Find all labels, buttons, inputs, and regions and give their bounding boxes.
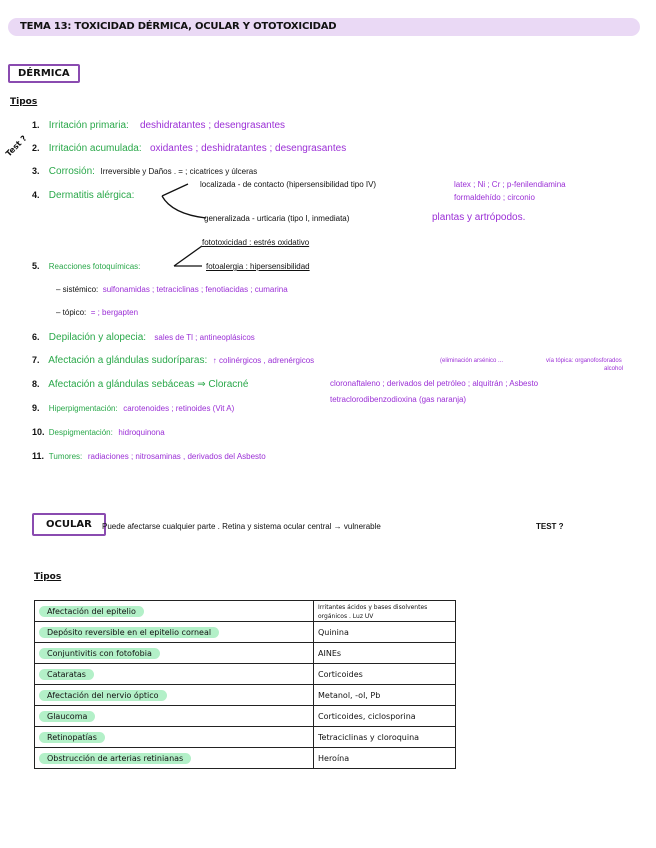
dermica-item-2: 2. Irritación acumulada: oxidantes ; deshidratantes ; desengrasantes [32, 143, 347, 154]
dermica-item-8-text-2: tetraclorodibenzodioxina (gas naranja) [330, 395, 467, 404]
dermica-item-4-branch-a-purple2: formaldehído ; circonio [454, 193, 535, 202]
table-cell-effect: Afectación del epitelio [39, 606, 144, 617]
dermica-item-4-branch-b-purple: plantas y artrópodos. [432, 212, 526, 223]
page-title: TEMA 13: TOXICIDAD DÉRMICA, OCULAR Y OTOTOXICIDAD [20, 21, 337, 32]
ocular-description: Puede afectarse cualquier parte . Retina y sistema ocular central → vulnerable [102, 522, 381, 531]
table-row [35, 601, 456, 622]
table-cell-effect: Conjuntivitis con fotofobia [39, 648, 160, 659]
table-cell-effect: Glaucoma [39, 711, 95, 722]
dermica-item-4-branch-b: generalizada - urticaria (tipo I, inmediata) [204, 214, 350, 223]
table-cell-agent: Corticoides, ciclosporina [318, 711, 416, 721]
table-row [35, 727, 456, 748]
dermica-item-7-note-1: (eliminación arsénico ... [440, 358, 504, 364]
dermica-item-9: 9. Hiperpigmentación: carotenoides ; retinoides (Vit A) [32, 403, 235, 413]
dermica-item-5-branch-a: fototoxicidad : estrés oxidativo [202, 238, 310, 247]
table-row [35, 748, 456, 769]
table-cell-agent: Quinina [318, 627, 349, 637]
dermica-item-10: 10. Despigmentación: hidroquinona [32, 427, 165, 437]
table-cell-agent: Corticoides [318, 669, 363, 679]
dermica-test-note: Test ? [4, 133, 29, 159]
ocular-tipos-heading: Tipos [34, 572, 62, 582]
dermica-item-1: 1. Irritación primaria: deshidratantes ; desengrasantes [32, 120, 286, 131]
dermica-item-3: 3. Corrosión: Irreversible y Daños . = ; cicatrices y úlceras [32, 166, 258, 177]
dermica-item-4: 4. Dermatitis alérgica: [32, 190, 135, 201]
table-cell-effect: Retinopatías [39, 732, 105, 743]
dermica-item-8: 8. Afectación a glándulas sebáceas ⇒ Cloracné [32, 379, 249, 390]
dermica-item-6: 6. Depilación y alopecia: sales de Tl ; antineoplásicos [32, 332, 255, 343]
table-cell-effect: Obstrucción de arterias retinianas [39, 753, 191, 764]
table-cell-agent: Metanol, -ol, Pb [318, 690, 381, 700]
table-cell-agent: Heroína [318, 753, 350, 763]
table-cell-agent: AINEs [318, 648, 342, 658]
dermica-item-5-branch-b: fotoalergia : hipersensibilidad [206, 262, 310, 271]
table-cell-agent: Irritantes ácidos y bases disolventes orgánicos . Luz UV [318, 604, 428, 620]
dermica-item-4-branch-a: localizada - de contacto (hipersensibilidad tipo IV) [200, 180, 377, 189]
table-row [35, 685, 456, 706]
dermica-item-5-sub-1: – sistémico: sulfonamidas ; tetraciclinas ; fenotiacidas ; cumarina [56, 285, 288, 294]
table-row [35, 664, 456, 685]
dermica-item-7: 7. Afectación a glándulas sudoríparas: ↑ colinérgicos , adrenérgicos [32, 355, 315, 366]
ocular-toxicity-table [34, 600, 456, 769]
section-ocular-label: OCULAR [32, 513, 106, 536]
dermica-item-4-branch-a-purple: latex ; Ni ; Cr ; p-fenilendiamina [454, 180, 566, 189]
table-cell-effect: Depósito reversible en el epitelio corneal [39, 627, 219, 638]
table-row [35, 706, 456, 727]
dermica-item-7-note-2: vía tópica: organofosforados [546, 358, 622, 364]
dermica-item-8-text: cloronaftaleno ; derivados del petróleo ; alquitrán ; Asbesto [330, 379, 539, 388]
dermica-item-5-sub-2: – tópico: = ; bergapten [56, 308, 139, 317]
dermica-item-11: 11. Tumores: radiaciones ; nitrosaminas , derivados del Asbesto [32, 451, 266, 461]
dermica-item-5: 5. Reacciones fotoquímicas: [32, 261, 141, 271]
table-row [35, 622, 456, 643]
table-row [35, 643, 456, 664]
ocular-test-note: TEST ? [536, 522, 564, 531]
table-cell-effect: Cataratas [39, 669, 94, 680]
dermica-tipos-heading: Tipos [10, 97, 38, 107]
table-cell-effect: Afectación del nervio óptico [39, 690, 167, 701]
dermica-item-5-branch [172, 244, 206, 272]
table-cell-agent: Tetraciclinas y cloroquina [318, 732, 420, 742]
dermica-item-7-note-3: alcohol [604, 366, 624, 372]
section-dermica-label: DÉRMICA [8, 64, 80, 83]
